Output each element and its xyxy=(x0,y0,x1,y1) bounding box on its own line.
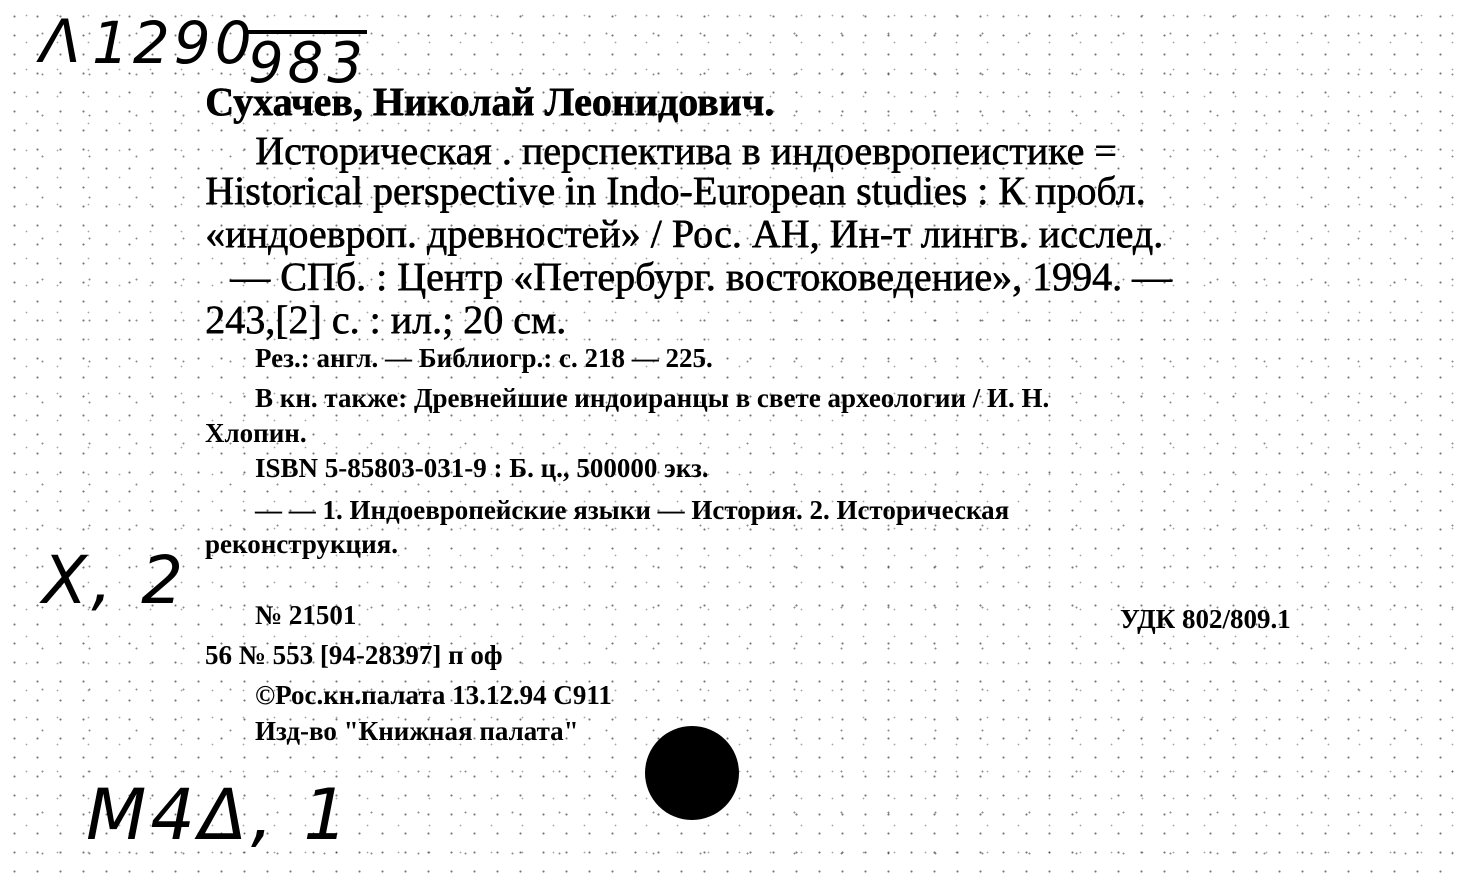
title-line-1 xyxy=(255,128,1350,173)
title-line-1-text: Историческая . перспектива в индоевропеистике = xyxy=(255,128,1117,173)
order-line: 56 № 553 [94-28397] п оф xyxy=(205,640,503,670)
handwritten-left-mark: X, 2 xyxy=(42,542,188,619)
author-heading: Сухачев, Николай Леонидович. xyxy=(205,79,775,124)
summary-note: Рез.: англ. — Библиогр.: с. 218 — 225. xyxy=(255,343,713,373)
isbn-line: ISBN 5-85803-031-9 : Б. ц., 500000 экз. xyxy=(255,453,709,483)
also-note-line-2: Хлопин. xyxy=(205,418,307,448)
punch-hole xyxy=(645,726,739,820)
udc-code: УДК 802/809.1 xyxy=(1120,604,1291,634)
also-note-line-1: В кн. также: Древнейшие индоиранцы в свете археологии / И. Н. xyxy=(255,383,1050,413)
subjects-line-2: реконструкция. xyxy=(205,529,399,559)
subjects-line-1: — — 1. Индоевропейские языки — История. 2. Историческая xyxy=(255,495,1010,525)
title-line-4: — СПб. : Центр «Петербург. востоковедение», 1994. — xyxy=(230,254,1172,299)
handwritten-call-number-b: 983 xyxy=(248,31,367,96)
handwritten-prefix: Λ xyxy=(40,7,86,77)
title-line-3: «индоевроп. древностей» / Рос. АН, Ин-т лингв. исслед. xyxy=(205,211,1163,256)
title-line-5: 243,[2] с. : ил.; 20 см. xyxy=(205,297,567,342)
copyright-line: ©Рос.кн.палата 13.12.94 С911 xyxy=(255,680,612,710)
publisher-line: Изд-во "Книжная палата" xyxy=(255,716,579,746)
title-line-2: Historical perspective in Indo-European studies : К пробл. xyxy=(205,168,1146,213)
record-number: № 21501 xyxy=(255,600,357,630)
handwritten-bottom-mark: M4Δ, 1 xyxy=(86,774,352,856)
handwritten-call-number-a: 1290 xyxy=(92,9,256,77)
